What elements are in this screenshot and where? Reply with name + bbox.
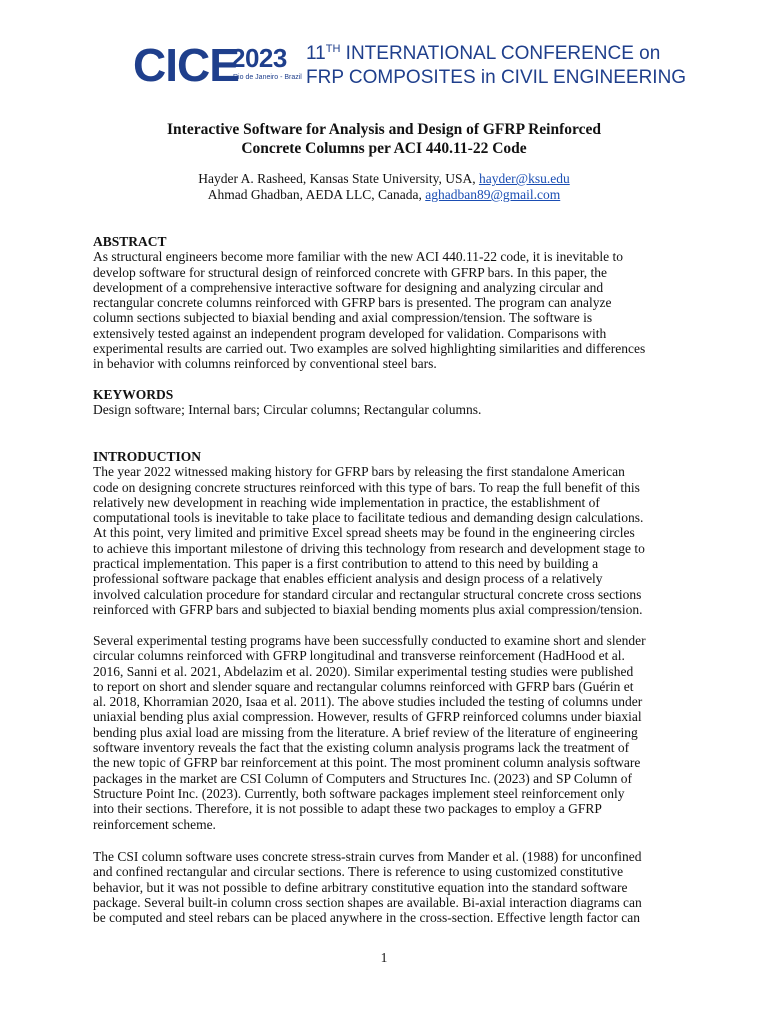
paper-title-line1: Interactive Software for Analysis and Design of GFRP Reinforced — [167, 121, 601, 138]
author-line: Hayder A. Rasheed, Kansas State University, USA, hayder@ksu.edu — [198, 171, 570, 186]
paper-title-line2: Concrete Columns per ACI 440.11-22 Code — [241, 140, 527, 157]
conference-title — [306, 42, 687, 90]
abstract-heading: ABSTRACT — [93, 234, 167, 249]
author-line: Ahmad Ghadban, AEDA LLC, Canada, aghadban89@gmail.com — [207, 187, 561, 202]
logo-year: 2023 — [231, 43, 287, 73]
introduction-section — [93, 449, 683, 617]
logo-text: CICE — [133, 39, 239, 91]
cice-logo — [133, 40, 303, 92]
introduction-heading: INTRODUCTION — [93, 449, 202, 464]
introduction-paragraph: The year 2022 witnessed making history for GFRP bars by releasing the first standalone American code on designing concrete structures reinforced with this type of bars. To reap the full benefit of this relatively new development in reaching wide implementation in practice, the establishment of computational tools is inevitable to take place to facilitate tedious and demanding design calculations. At this point, very limited and primitive Excel spread sheets may be found in the engineering circles to achieve this important milestone of driving this technology from research and development stage to practical implementation. This paper is a first contribution to attend to this need by building a professional software package that enables efficient analysis and design process of a relatively involved calculation procedure for standard circular and rectangular structural concrete cross sections reinforced with GFRP bars and subjected to biaxial bending moments plus axial compression/tension. — [93, 464, 645, 617]
abstract-section — [93, 234, 683, 372]
author-email-link[interactable]: aghadban89@gmail.com — [425, 187, 561, 202]
abstract-text: As structural engineers become more familiar with the new ACI 440.11-22 code, it is inevitable to develop software for structural design of reinforced concrete with GFRP bars. In this paper, the development of a comprehensive interactive software for designing and analyzing circular and rectangular concrete columns reinforced with GFRP bars is presented. The program can analyze column sections subjected to biaxial bending and axial compression/tension. The software is extensively tested against an independent program developed for validation. Comparisons with experimental results are carried out. Two examples are solved highlighting similarities and differences in behavior with columns reinforced by conventional steel bars. — [93, 249, 646, 372]
authors — [40, 171, 728, 203]
keywords-heading: KEYWORDS — [93, 387, 174, 402]
page-number: 1 — [380, 950, 388, 965]
introduction-paragraph-3: The CSI column software uses concrete stress-strain curves from Mander et al. (1988) for unconfined and confined rectangular and circular sections. There is reference to using customized constitutive behavior, but it was not possible to define arbitrary constitutive equation into the standard software package. Several built-in column cross section shapes are available. Bi-axial interaction diagrams can be computed and steel rebars can be placed anywhere in the cross-section. Effective length factor can — [93, 849, 642, 926]
author-email-link[interactable]: hayder@ksu.edu — [478, 171, 570, 186]
keywords-text: Design software; Internal bars; Circular columns; Rectangular columns. — [93, 402, 482, 418]
conference-title-line2: FRP COMPOSITES in CIVIL ENGINEERING — [306, 67, 687, 88]
paper-title — [40, 120, 728, 158]
logo-city: Rio de Janeiro - Brazil — [233, 74, 302, 81]
conference-title-line1: 11TH INTERNATIONAL CONFERENCE on — [306, 43, 661, 64]
keywords-section — [93, 387, 683, 418]
introduction-paragraph-2: Several experimental testing programs have been successfully conducted to examine short and slender circular columns reinforced with GFRP longitudinal and transverse reinforcement (HadHood et al. 2016, Sanni et al. 2021, Abdelazim et al. 2020). Similar experimental testing studies were published to report on short and slender square and rectangular columns reinforced with GFRP bars (Guérin et al. 2018, Khorramian 2020, Isaa et al. 2011). The above studies included the testing of columns under uniaxial bending plus axial compression. However, results of GFRP reinforced columns under biaxial bending plus axial load are missing from the literature. A brief review of the literature of engineering software inventory reveals the fact that the existing column analysis programs lack the treatment of the new topic of GFRP bar reinforcement at this point. The most prominent column analysis software packages in the market are CSI Column of Computers and Structures Inc. (2023) and SP Column of Structure Point Inc. (2023). Currently, both software packages implement steel reinforcement only into their sections. Therefore, it is not possible to adapt these two packages to employ a GFRP reinforcement scheme. — [93, 633, 646, 832]
